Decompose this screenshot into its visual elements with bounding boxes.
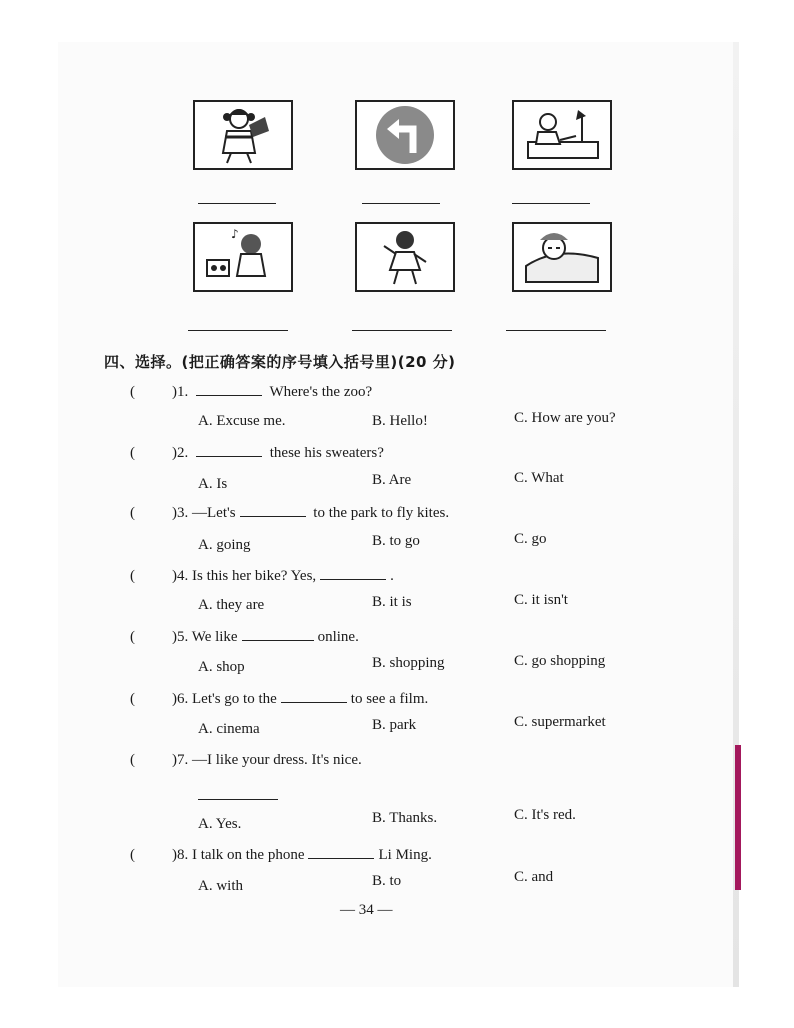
- option-a: A. Is: [198, 476, 228, 492]
- question-8: [130, 846, 432, 864]
- answer-line-6[interactable]: [506, 330, 606, 331]
- radio-headphones-icon: [201, 226, 285, 288]
- question-5: [130, 628, 359, 646]
- answer-bracket[interactable]: (: [130, 445, 135, 461]
- question-number: )7.: [172, 752, 189, 768]
- section-title: 四、选择。(把正确答案的序号填入括号里)(20 分): [104, 353, 456, 371]
- option-b: B. shopping: [372, 655, 445, 671]
- answer-line-4[interactable]: [188, 330, 288, 331]
- question-stem: Is this her bike? Yes,: [192, 568, 317, 584]
- question-3: [130, 504, 449, 522]
- question-4: [130, 567, 394, 585]
- answer-bracket[interactable]: (: [130, 505, 135, 521]
- answer-bracket[interactable]: (: [130, 752, 135, 768]
- question-number: )6.: [172, 691, 189, 707]
- question-7: [130, 752, 362, 769]
- option-a: A. cinema: [198, 721, 260, 737]
- option-c: C. What: [514, 470, 564, 486]
- answer-bracket[interactable]: (: [130, 691, 135, 707]
- stem-blank: [196, 444, 262, 457]
- option-c: C. and: [514, 869, 554, 885]
- answer-bracket[interactable]: (: [130, 847, 135, 863]
- option-b: B. to go: [372, 533, 420, 549]
- question-number: )3.: [172, 505, 189, 521]
- page-number: — 34 —: [340, 902, 393, 918]
- option-c: C. go shopping: [514, 653, 606, 669]
- option-a: A. they are: [198, 597, 265, 613]
- stem-blank: [240, 504, 306, 517]
- picture-child-homework: [512, 100, 612, 170]
- option-a: A. going: [198, 537, 251, 553]
- response-blank[interactable]: [198, 799, 278, 800]
- option-c: C. go: [514, 531, 547, 547]
- answer-bracket[interactable]: (: [130, 629, 135, 645]
- sleeping-girl-icon: [520, 226, 604, 288]
- stem-blank: [320, 567, 386, 580]
- girl-arms-crossed-icon: [203, 105, 283, 165]
- option-a: A. Excuse me.: [198, 413, 286, 429]
- option-b: B. it is: [372, 594, 412, 610]
- question-stem-end: online.: [317, 629, 359, 645]
- question-stem-end: Where's the zoo?: [269, 384, 373, 400]
- option-b: B. to: [372, 873, 402, 889]
- option-c: C. How are you?: [514, 410, 616, 426]
- question-stem-end: to see a film.: [350, 691, 429, 707]
- question-number: )8.: [172, 847, 189, 863]
- question-stem: —I like your dress. It's nice.: [192, 752, 362, 768]
- question-stem: Let's go to the: [192, 691, 277, 707]
- option-c: C. It's red.: [514, 807, 576, 823]
- page-edge-color-strip: [735, 745, 741, 890]
- question-stem-end: these his sweaters?: [269, 445, 384, 461]
- option-b: B. Thanks.: [372, 810, 438, 826]
- answer-bracket[interactable]: (: [130, 384, 135, 400]
- option-c: C. supermarket: [514, 714, 606, 730]
- picture-girl-sleeping: [512, 222, 612, 292]
- question-number: )1.: [172, 384, 189, 400]
- svg-text:♪: ♪: [231, 227, 239, 241]
- question-stem: We like: [191, 629, 238, 645]
- answer-line-3[interactable]: [512, 203, 590, 204]
- question-number: )4.: [172, 568, 189, 584]
- answer-line-5[interactable]: [352, 330, 452, 331]
- option-b: B. Are: [372, 472, 412, 488]
- turn-left-arrow-icon: [373, 103, 437, 167]
- picture-girl-dancing: [355, 222, 455, 292]
- question-stem-end: to the park to fly kites.: [313, 505, 450, 521]
- picture-girl-radio: [193, 222, 293, 292]
- question-number: )2.: [172, 445, 189, 461]
- question-stem-end: .: [390, 568, 394, 584]
- question-6: [130, 690, 428, 708]
- question-stem-end: Li Ming.: [378, 847, 432, 863]
- option-a: A. shop: [198, 659, 245, 675]
- question-1: [130, 383, 372, 401]
- answer-bracket[interactable]: (: [130, 568, 135, 584]
- answer-line-2[interactable]: [362, 203, 440, 204]
- option-b: B. Hello!: [372, 413, 428, 429]
- option-c: C. it isn't: [514, 592, 568, 608]
- picture-girl-arms-crossed: [193, 100, 293, 170]
- option-b: B. park: [372, 717, 417, 733]
- stem-blank: [281, 690, 347, 703]
- option-a: A. Yes.: [198, 816, 242, 832]
- question-number: )5.: [172, 629, 189, 645]
- stem-blank: [308, 846, 374, 859]
- question-stem: I talk on the phone: [192, 847, 305, 863]
- question-stem: —Let's: [192, 505, 236, 521]
- question-2: [130, 444, 384, 462]
- stem-blank: [196, 383, 262, 396]
- stem-blank: [242, 628, 314, 641]
- homework-desk-icon: [520, 104, 604, 166]
- answer-line-1[interactable]: [198, 203, 276, 204]
- picture-turn-left-sign: [355, 100, 455, 170]
- option-a: A. with: [198, 878, 243, 894]
- dancing-girl-icon: [370, 226, 440, 288]
